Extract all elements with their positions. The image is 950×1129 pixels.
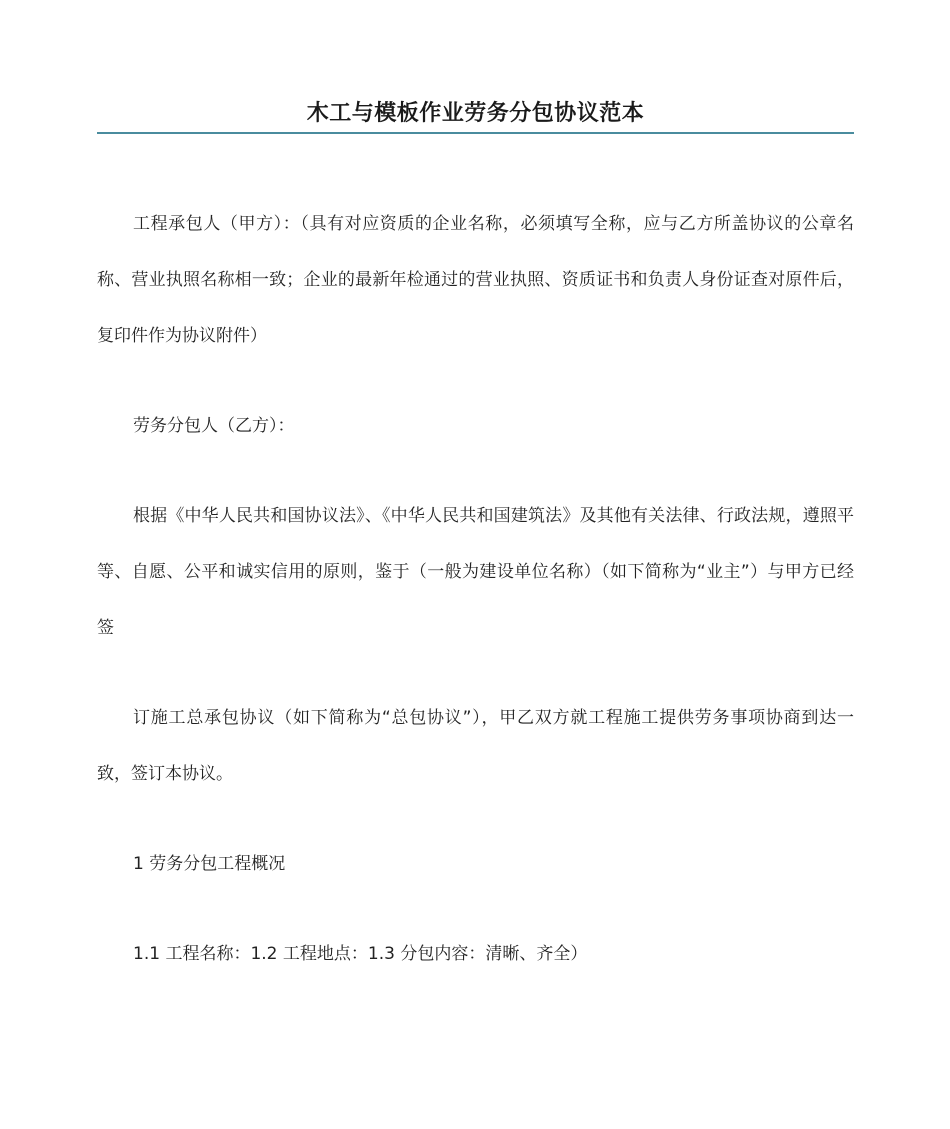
paragraph-legal-basis: 根据《中华人民共和国协议法》、《中华人民共和国建筑法》及其他有关法律、行政法规，遵照平等、自愿、公平和诚实信用的原则，鉴于（一般为建设单位名称）（如下简称为“业主”）与甲方已经签 (97, 506, 854, 638)
document-body (97, 196, 854, 982)
paragraph-project-details: 1.1 工程名称：1.2 工程地点：1.3 分包内容：清晰、齐全） (133, 944, 588, 964)
title-underline (97, 132, 854, 134)
paragraph-agreement: 订施工总承包协议（如下简称为“总包协议”），甲乙双方就工程施工提供劳务事项协商到达一致，签订本协议。 (97, 708, 854, 784)
paragraph-subcontractor: 劳务分包人（乙方）： (133, 416, 295, 436)
paragraph-contractor: 工程承包人（甲方）：（具有对应资质的企业名称，必须填写全称，应与乙方所盖协议的公章名称、营业执照名称相一致；企业的最新年检通过的营业执照、资质证书和负责人身份证查对原件后，复印件作为协议附件） (97, 214, 854, 346)
document-page (97, 0, 854, 1129)
section-heading-overview: 1 劳务分包工程概况 (133, 854, 286, 874)
document-title: 木工与模板作业劳务分包协议范本 (306, 101, 645, 126)
